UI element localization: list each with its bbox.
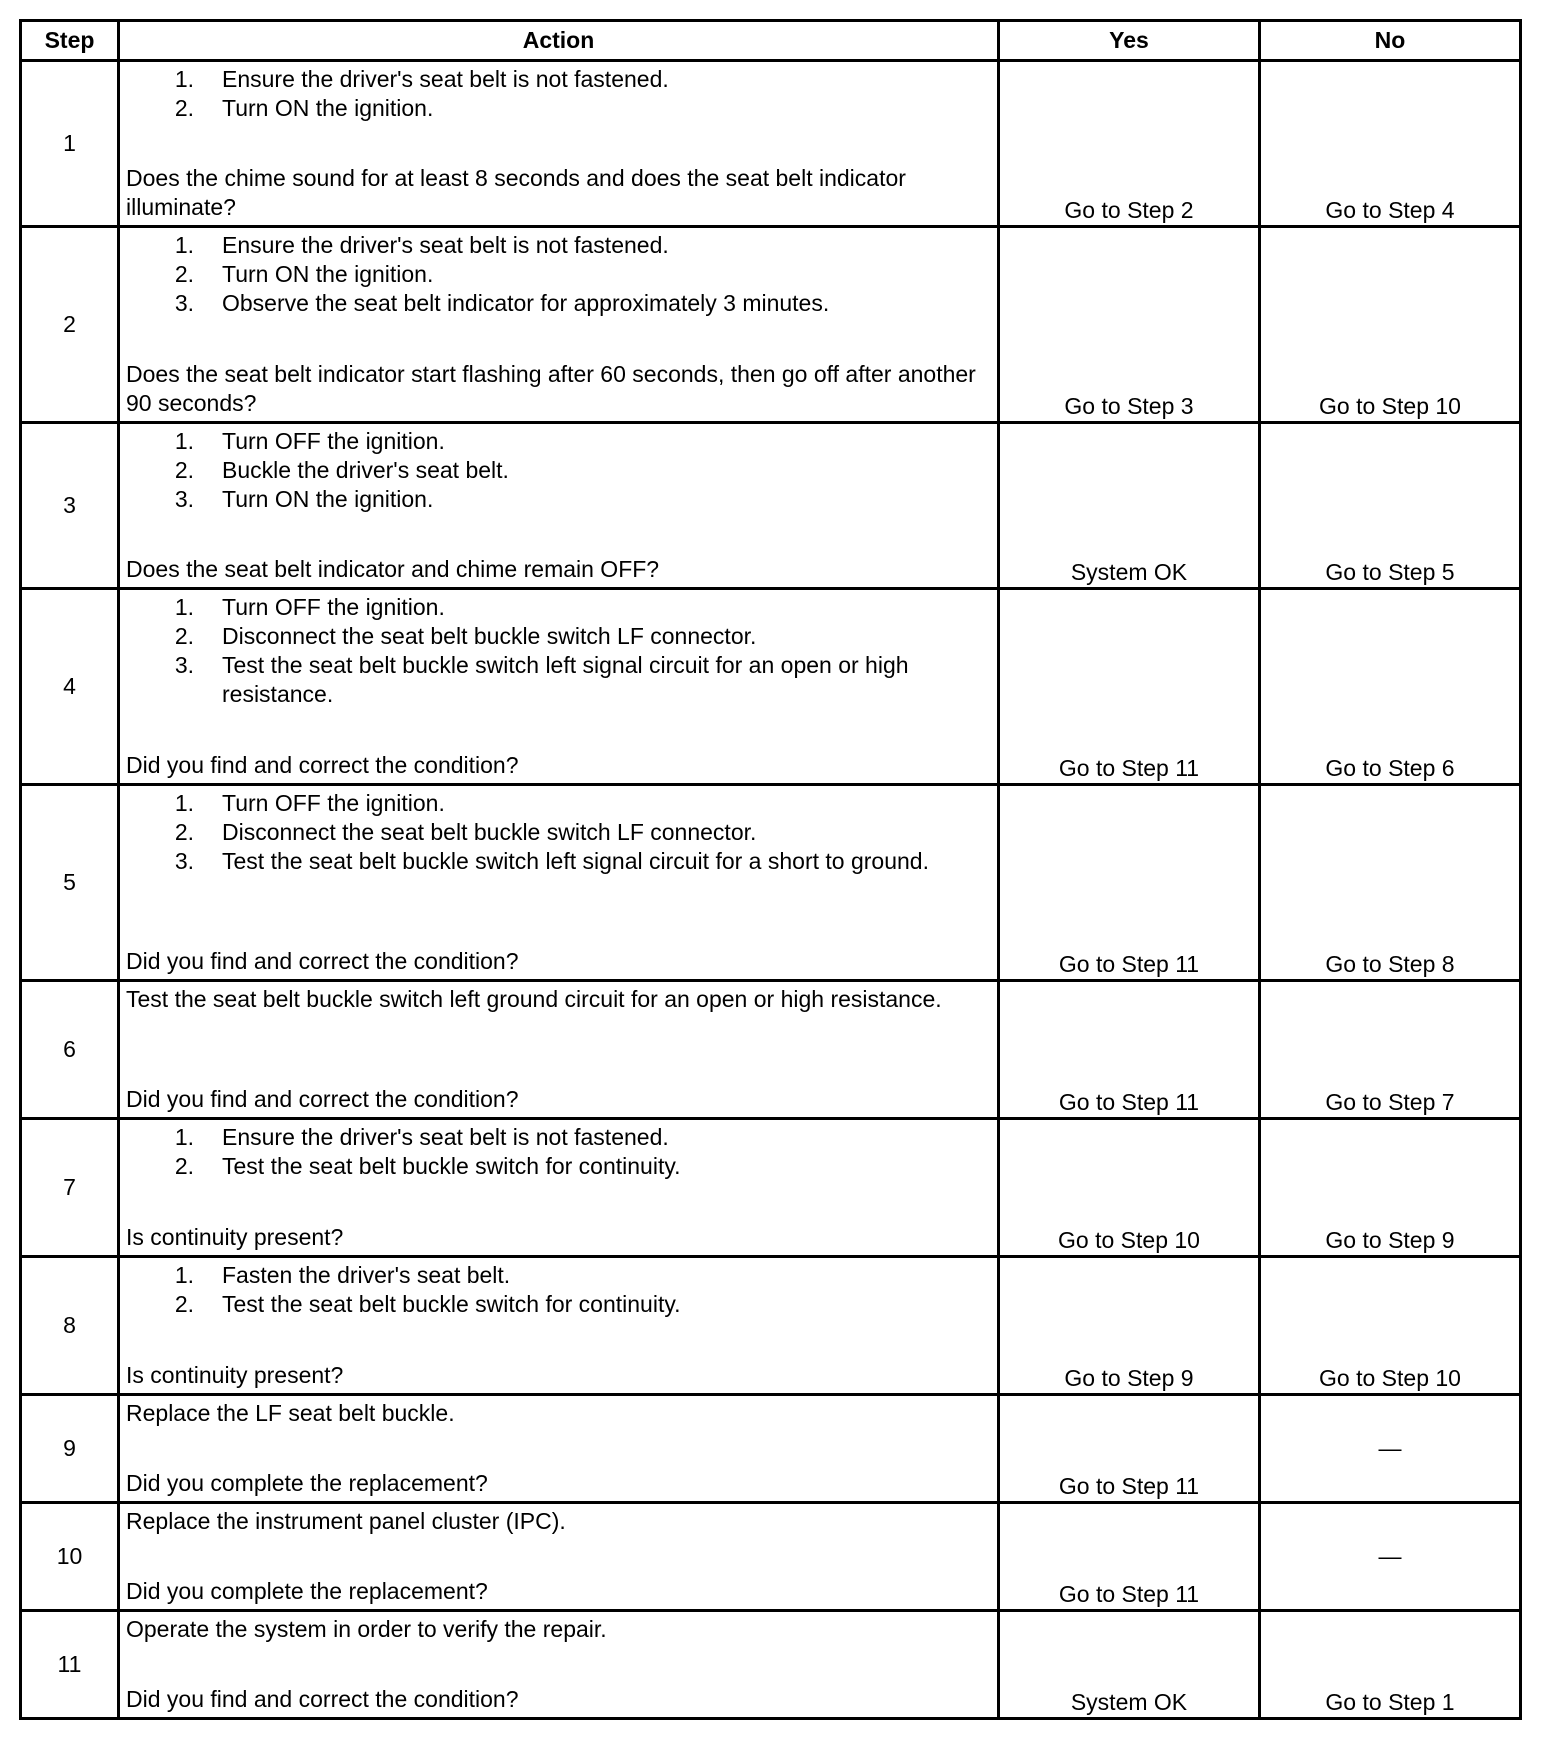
action-content xyxy=(120,228,997,421)
step-number: 4 xyxy=(21,589,119,785)
no-result: — xyxy=(1260,1395,1521,1503)
action-instructions xyxy=(126,1507,991,1536)
substep-number: 1. xyxy=(174,1124,194,1150)
header-step: Step xyxy=(21,21,119,61)
substep-list xyxy=(126,65,991,123)
substep-text: Turn ON the ignition. xyxy=(222,95,434,121)
action-text: Operate the system in order to verify the repair. xyxy=(126,1616,607,1642)
yes-result: Go to Step 11 xyxy=(999,1503,1260,1611)
action-content xyxy=(120,424,997,587)
no-result: Go to Step 5 xyxy=(1260,423,1521,589)
action-content xyxy=(120,1258,997,1393)
action-question: Is continuity present? xyxy=(126,1224,344,1250)
action-instructions xyxy=(126,593,991,709)
substep-text: Ensure the driver's seat belt is not fastened. xyxy=(222,232,669,258)
yes-result: System OK xyxy=(999,1611,1260,1719)
action-cell xyxy=(119,785,999,981)
substep-number: 1. xyxy=(174,232,194,258)
table-row xyxy=(21,61,1521,227)
substep-item xyxy=(126,1290,991,1319)
yes-result: System OK xyxy=(999,423,1260,589)
substep-number: 1. xyxy=(174,790,194,816)
substep-text: Turn OFF the ignition. xyxy=(222,428,445,454)
no-result: Go to Step 9 xyxy=(1260,1119,1521,1257)
step-number: 1 xyxy=(21,61,119,227)
substep-number: 2. xyxy=(174,1153,194,1179)
substep-text: Fasten the driver's seat belt. xyxy=(222,1262,511,1288)
substep-text: Test the seat belt buckle switch left signal circuit for a short to ground. xyxy=(222,848,929,874)
action-cell xyxy=(119,981,999,1119)
no-result: Go to Step 4 xyxy=(1260,61,1521,227)
header-action: Action xyxy=(119,21,999,61)
substep-list xyxy=(126,1123,991,1181)
substep-number: 3. xyxy=(174,290,194,316)
substep-item xyxy=(126,65,991,94)
step-number: 9 xyxy=(21,1395,119,1503)
action-cell xyxy=(119,1395,999,1503)
no-result: Go to Step 6 xyxy=(1260,589,1521,785)
table-row xyxy=(21,981,1521,1119)
table-row xyxy=(21,227,1521,423)
action-instructions xyxy=(126,65,991,123)
action-question: Does the chime sound for at least 8 seconds and does the seat belt indicator illuminate? xyxy=(126,165,906,220)
substep-list xyxy=(126,1261,991,1319)
substep-text: Turn OFF the ignition. xyxy=(222,790,445,816)
substep-number: 2. xyxy=(174,623,194,649)
action-content xyxy=(120,62,997,225)
substep-text: Ensure the driver's seat belt is not fastened. xyxy=(222,66,669,92)
substep-number: 1. xyxy=(174,1262,194,1288)
no-result: Go to Step 1 xyxy=(1260,1611,1521,1719)
diagnostic-table xyxy=(19,19,1522,1720)
substep-item xyxy=(126,485,991,514)
no-result: — xyxy=(1260,1503,1521,1611)
yes-result: Go to Step 11 xyxy=(999,1395,1260,1503)
action-instructions xyxy=(126,789,991,876)
yes-result: Go to Step 10 xyxy=(999,1119,1260,1257)
no-result: Go to Step 10 xyxy=(1260,227,1521,423)
header-no: No xyxy=(1260,21,1521,61)
header-yes: Yes xyxy=(999,21,1260,61)
action-instructions xyxy=(126,427,991,514)
substep-text: Turn OFF the ignition. xyxy=(222,594,445,620)
substep-item xyxy=(126,789,991,818)
table-row xyxy=(21,589,1521,785)
action-instructions xyxy=(126,985,991,1014)
action-cell xyxy=(119,423,999,589)
action-question: Does the seat belt indicator and chime remain OFF? xyxy=(126,556,660,582)
no-result: Go to Step 7 xyxy=(1260,981,1521,1119)
substep-number: 3. xyxy=(174,486,194,512)
table-row xyxy=(21,1119,1521,1257)
action-cell xyxy=(119,1257,999,1395)
step-number: 3 xyxy=(21,423,119,589)
substep-number: 1. xyxy=(174,66,194,92)
substep-item xyxy=(126,1123,991,1152)
step-number: 7 xyxy=(21,1119,119,1257)
substep-text: Ensure the driver's seat belt is not fastened. xyxy=(222,1124,669,1150)
action-cell xyxy=(119,227,999,423)
substep-item xyxy=(126,1261,991,1290)
substep-item xyxy=(126,593,991,622)
table-row xyxy=(21,1395,1521,1503)
action-text: Replace the instrument panel cluster (IPC). xyxy=(126,1508,566,1534)
action-content xyxy=(120,982,997,1117)
yes-result: Go to Step 11 xyxy=(999,589,1260,785)
action-instructions xyxy=(126,1123,991,1181)
step-number: 11 xyxy=(21,1611,119,1719)
action-cell xyxy=(119,589,999,785)
action-content xyxy=(120,1120,997,1255)
substep-text: Test the seat belt buckle switch for continuity. xyxy=(222,1153,681,1179)
action-content xyxy=(120,786,997,979)
substep-item xyxy=(126,427,991,456)
diagnostic-table-sheet xyxy=(19,19,1519,1720)
table-row xyxy=(21,1257,1521,1395)
action-instructions xyxy=(126,1615,991,1644)
step-number: 2 xyxy=(21,227,119,423)
substep-item xyxy=(126,1152,991,1181)
action-question: Did you find and correct the condition? xyxy=(126,1686,519,1712)
action-instructions xyxy=(126,231,991,318)
substep-item xyxy=(126,231,991,260)
action-content xyxy=(120,590,997,783)
yes-result: Go to Step 3 xyxy=(999,227,1260,423)
action-instructions xyxy=(126,1399,991,1428)
action-content xyxy=(120,1396,997,1501)
substep-item xyxy=(126,289,991,318)
table-row xyxy=(21,1611,1521,1719)
action-cell xyxy=(119,1503,999,1611)
substep-item xyxy=(126,94,991,123)
no-result: Go to Step 8 xyxy=(1260,785,1521,981)
table-row xyxy=(21,423,1521,589)
substep-list xyxy=(126,789,991,876)
substep-list xyxy=(126,231,991,318)
substep-item xyxy=(126,456,991,485)
yes-result: Go to Step 11 xyxy=(999,785,1260,981)
action-question: Does the seat belt indicator start flashing after 60 seconds, then go off after another 90 seconds? xyxy=(126,361,976,416)
substep-text: Turn ON the ignition. xyxy=(222,486,434,512)
no-result: Go to Step 10 xyxy=(1260,1257,1521,1395)
action-content xyxy=(120,1504,997,1609)
action-text: Test the seat belt buckle switch left ground circuit for an open or high resistance. xyxy=(126,986,942,1012)
yes-result: Go to Step 9 xyxy=(999,1257,1260,1395)
substep-list xyxy=(126,593,991,709)
substep-text: Buckle the driver's seat belt. xyxy=(222,457,509,483)
action-content xyxy=(120,1612,997,1717)
substep-number: 3. xyxy=(174,652,194,678)
action-instructions xyxy=(126,1261,991,1319)
substep-item xyxy=(126,847,991,876)
substep-text: Disconnect the seat belt buckle switch LF connector. xyxy=(222,623,757,649)
substep-number: 1. xyxy=(174,594,194,620)
action-question: Did you complete the replacement? xyxy=(126,1578,488,1604)
substep-number: 3. xyxy=(174,848,194,874)
action-question: Is continuity present? xyxy=(126,1362,344,1388)
action-cell xyxy=(119,61,999,227)
substep-text: Test the seat belt buckle switch for continuity. xyxy=(222,1291,681,1317)
substep-item xyxy=(126,260,991,289)
substep-number: 2. xyxy=(174,819,194,845)
table-body xyxy=(21,61,1521,1719)
substep-item xyxy=(126,651,991,709)
substep-number: 2. xyxy=(174,95,194,121)
substep-text: Test the seat belt buckle switch left signal circuit for an open or high resistance. xyxy=(222,652,909,707)
yes-result: Go to Step 11 xyxy=(999,981,1260,1119)
action-question: Did you find and correct the condition? xyxy=(126,752,519,778)
step-number: 10 xyxy=(21,1503,119,1611)
action-cell xyxy=(119,1119,999,1257)
step-number: 5 xyxy=(21,785,119,981)
step-number: 8 xyxy=(21,1257,119,1395)
step-number: 6 xyxy=(21,981,119,1119)
action-text: Replace the LF seat belt buckle. xyxy=(126,1400,455,1426)
substep-text: Observe the seat belt indicator for approximately 3 minutes. xyxy=(222,290,830,316)
substep-item xyxy=(126,818,991,847)
yes-result: Go to Step 2 xyxy=(999,61,1260,227)
header-row xyxy=(21,21,1521,61)
substep-number: 2. xyxy=(174,457,194,483)
substep-number: 1. xyxy=(174,428,194,454)
substep-text: Turn ON the ignition. xyxy=(222,261,434,287)
action-question: Did you find and correct the condition? xyxy=(126,948,519,974)
substep-list xyxy=(126,427,991,514)
action-question: Did you complete the replacement? xyxy=(126,1470,488,1496)
substep-number: 2. xyxy=(174,1291,194,1317)
table-row xyxy=(21,1503,1521,1611)
action-question: Did you find and correct the condition? xyxy=(126,1086,519,1112)
action-cell xyxy=(119,1611,999,1719)
substep-number: 2. xyxy=(174,261,194,287)
table-row xyxy=(21,785,1521,981)
substep-text: Disconnect the seat belt buckle switch LF connector. xyxy=(222,819,757,845)
substep-item xyxy=(126,622,991,651)
